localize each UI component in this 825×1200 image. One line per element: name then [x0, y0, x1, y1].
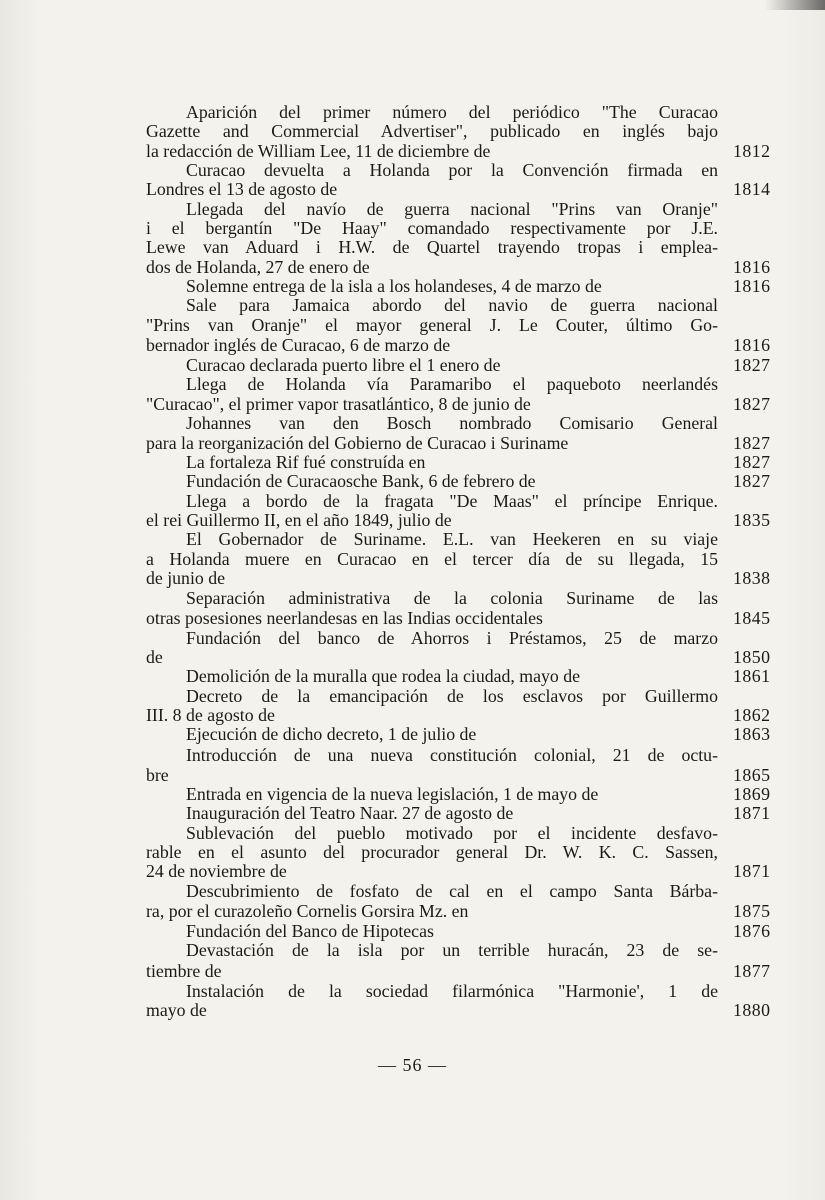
event-text: Londres el 13 de agosto de [146, 179, 338, 200]
event-text: Sale para Jamaica abordo del navio de guerra nacional [186, 295, 718, 316]
event-year: 1877 [733, 960, 771, 981]
event-year: 1816 [733, 335, 771, 356]
page-edge-shadow [765, 0, 825, 10]
chronology-line [146, 316, 776, 335]
event-text: ra, por el curazoleño Cornelis Gorsira Mz. en [146, 901, 469, 922]
chronology-line [146, 414, 776, 433]
chronology-line [146, 961, 776, 982]
event-year: 1862 [733, 704, 771, 725]
event-year: 1812 [733, 140, 771, 161]
event-text: Curacao declarada puerto libre el 1 enero de [186, 355, 501, 376]
event-text: para la reorganización del Gobierno de Curacao i Suriname [146, 432, 569, 453]
event-text: Inauguración del Teatro Naar. 27 de agosto de [186, 803, 514, 824]
event-text: Entrada en vigencia de la nueva legislación, 1 de mayo de [186, 784, 599, 804]
chronology-line [146, 1001, 776, 1020]
chronology-line [146, 667, 776, 686]
event-year: 1850 [733, 646, 771, 667]
chronology-line [146, 453, 776, 472]
event-year: 1816 [733, 276, 771, 297]
chronology-line [146, 142, 776, 161]
event-year: 1827 [733, 355, 771, 376]
chronology-line [146, 472, 776, 491]
event-year: 1838 [733, 567, 771, 588]
event-year: 1827 [733, 432, 771, 453]
event-text: Gazette and Commercial Advertiser", publicado en inglés bajo [146, 121, 718, 142]
chronology-line [146, 161, 776, 180]
event-text: Llega de Holanda vía Paramaribo el paqueboto neerlandés [186, 374, 718, 395]
chronology-line [146, 122, 776, 141]
event-year: 1814 [733, 179, 771, 200]
chronology-text [146, 103, 776, 1020]
event-text: rable en el asunto del procurador general Dr. W. K. C. Sassen, [146, 842, 718, 863]
event-text: tiembre de [146, 960, 222, 981]
event-year: 1875 [733, 901, 771, 922]
chronology-line [146, 569, 776, 588]
event-text: Fundación del banco de Ahorros i Préstamos, 25 de marzo [186, 627, 718, 648]
event-text: "Prins van Oranje" el mayor general J. Le Couter, último Go- [146, 314, 718, 335]
chronology-line [146, 238, 776, 257]
event-text: Fundación de Curacaosche Bank, 6 de febrero de [186, 471, 536, 492]
chronology-line [146, 492, 776, 511]
chronology-line [146, 511, 776, 530]
event-text: i el bergantín "De Haay" comandado respectivamente por J.E. [146, 218, 718, 239]
chronology-line [146, 766, 776, 785]
event-text: 24 de noviembre de [146, 861, 287, 882]
event-text: Descubrimiento de fosfato de cal en el campo Santa Bárba- [186, 880, 718, 901]
event-year: 1845 [733, 608, 771, 629]
event-year: 1871 [733, 803, 771, 824]
chronology-line [146, 588, 776, 609]
event-text: Lewe van Aduard i H.W. de Quartel trayendo tropas i emplea- [146, 237, 718, 258]
event-text: otras posesiones neerlandesas en las Indias occidentales [146, 608, 543, 629]
chronology-line [146, 375, 776, 394]
event-text: mayo de [146, 1000, 207, 1021]
event-year: 1816 [733, 256, 771, 277]
chronology-line [146, 804, 776, 823]
chronology-line [146, 180, 776, 199]
chronology-line [146, 335, 776, 356]
chronology-line [146, 824, 776, 843]
chronology-line [146, 395, 776, 414]
chronology-line [146, 219, 776, 238]
event-text: El Gobernador de Suriname. E.L. van Heekeren en su viaje [186, 529, 718, 550]
event-text: Devastación de la isla por un terrible huracán, 23 de se- [186, 940, 718, 961]
chronology-line [146, 648, 776, 667]
chronology-line [146, 277, 776, 296]
chronology-line [146, 530, 776, 549]
event-year: 1861 [733, 666, 771, 687]
chronology-line [146, 843, 776, 862]
event-year: 1827 [733, 393, 771, 414]
event-year: 1827 [733, 451, 771, 472]
event-text: la redacción de William Lee, 11 de diciembre de [146, 140, 491, 161]
event-text: Llegada del navío de guerra nacional "Prins van Oranje" [186, 198, 718, 219]
event-text: Fundación del Banco de Hipotecas [186, 921, 434, 942]
chronology-line [146, 882, 776, 901]
chronology-line [146, 200, 776, 219]
event-text: Ejecución de dicho decreto, 1 de julio de [186, 724, 477, 745]
event-year: 1869 [733, 784, 771, 804]
event-text: Separación administrativa de la colonia Suriname de las [186, 588, 718, 609]
chronology-line [146, 258, 776, 277]
chronology-line [146, 706, 776, 725]
event-year: 1827 [733, 471, 771, 492]
event-text: Instalación de la sociedad filarmónica "Harmonie', 1 de [186, 980, 718, 1001]
event-text: de junio de [146, 567, 226, 588]
chronology-line [146, 356, 776, 375]
chronology-line [146, 609, 776, 628]
event-year: 1863 [733, 724, 771, 745]
event-year: 1871 [733, 861, 771, 882]
event-text: Llega a bordo de la fragata "De Maas" el príncipe Enrique. [186, 490, 718, 511]
event-text: "Curacao", el primer vapor trasatlántico, 8 de junio de [146, 393, 531, 414]
chronology-line [146, 922, 776, 941]
event-year: 1865 [733, 764, 771, 785]
event-text: Decreto de la emancipación de los esclavos por Guillermo [186, 685, 718, 706]
chronology-line [146, 901, 776, 922]
chronology-line [146, 550, 776, 569]
event-text: a Holanda muere en Curacao en el tercer día de su llegada, 15 [146, 548, 718, 569]
event-text: dos de Holanda, 27 de enero de [146, 256, 370, 277]
event-text: de [146, 646, 163, 667]
chronology-line [146, 434, 776, 453]
event-text: Solemne entrega de la isla a los holandeses, 4 de marzo de [186, 276, 602, 297]
chronology-line [146, 862, 776, 881]
chronology-line [146, 941, 776, 960]
event-text: Introducción de una nueva constitución colonial, 21 de octu- [186, 744, 718, 765]
event-text: Aparición del primer número del periódico "The Curacao [186, 102, 718, 122]
event-year: 1835 [733, 509, 771, 530]
event-text: III. 8 de agosto de [146, 704, 275, 725]
chronology-line [146, 103, 776, 122]
event-text: bre [146, 764, 169, 785]
event-year: 1876 [733, 921, 771, 942]
chronology-line [146, 785, 776, 804]
chronology-line [146, 687, 776, 706]
chronology-line [146, 629, 776, 648]
event-text: el rei Guillermo II, en el año 1849, julio de [146, 509, 452, 530]
chronology-line [146, 725, 776, 744]
chronology-line [146, 745, 776, 766]
event-text: Curacao devuelta a Holanda por la Convención firmada en [186, 160, 718, 181]
chronology-line [146, 982, 776, 1001]
event-text: La fortaleza Rif fué construída en [186, 451, 426, 472]
event-text: Demolición de la muralla que rodea la ciudad, mayo de [186, 666, 581, 687]
event-year: 1880 [733, 1000, 771, 1021]
event-text: bernador inglés de Curacao, 6 de marzo de [146, 335, 451, 356]
event-text: Sublevación del pueblo motivado por el incidente desfavo- [186, 822, 718, 843]
page-number: — 56 — [378, 1055, 447, 1075]
chronology-line [146, 296, 776, 315]
event-text: Johannes van den Bosch nombrado Comisario General [186, 413, 718, 434]
